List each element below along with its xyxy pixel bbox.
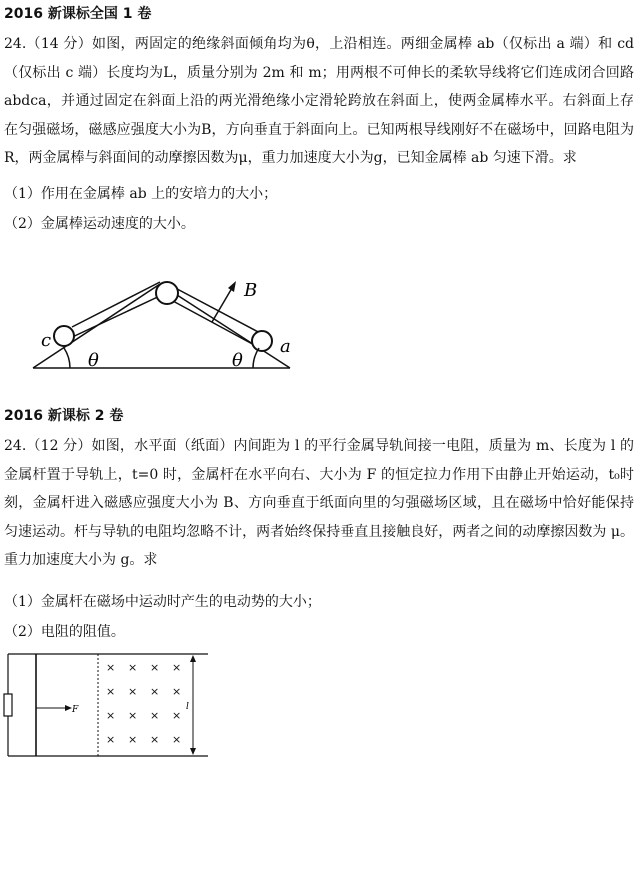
problem1-question-2: （2）金属棒运动速度的大小。	[4, 216, 195, 232]
field-x: ×	[150, 733, 160, 746]
field-x: ×	[172, 733, 182, 746]
left-wire-upper	[72, 282, 160, 327]
field-x: ×	[106, 661, 116, 674]
dimension-arrow-top	[190, 655, 196, 662]
problem2-figure	[0, 650, 220, 762]
problem1-heading: 2016 新课标全国 1 卷	[4, 6, 152, 22]
field-x: ×	[172, 685, 182, 698]
left-wire-lower	[66, 294, 164, 340]
problem1-question-1: （1）作用在金属棒 ab 上的安培力的大小；	[4, 186, 278, 202]
label-B: B	[244, 280, 258, 301]
problem2-heading: 2016 新课标 2 卷	[4, 408, 124, 424]
pulley	[156, 282, 178, 304]
rod-c	[54, 326, 74, 346]
field-x: ×	[128, 661, 138, 674]
problem1-text: 24.（14 分）如图，两固定的绝缘斜面倾角均为θ，上沿相连。两细金属棒 ab（仅标出 a 端）和 cd（仅标出 c 端）长度均为L，质量分别为 2m 和 m；用两根不可伸长的柔软导线将它们连成闭合回路 abdca，并通过固定在斜面上沿的两光滑绝缘小定滑轮跨放在斜面上，使两金属棒水平。右斜面上存在匀强磁场，磁感应强度大小为B，方向垂直于斜面向上。已知两根导线刚好不在磁场中，回路电阻为R，两金属棒与斜面间的动摩擦因数为μ，重力加速度大小为g，已知金属棒 ab 匀速下滑。求	[4, 36, 634, 166]
force-arrowhead	[65, 705, 72, 711]
field-x: ×	[150, 685, 160, 698]
problem2-question-1: （1）金属杆在磁场中运动时产生的电动势的大小；	[4, 594, 321, 610]
field-x: ×	[150, 709, 160, 722]
label-a: a	[280, 336, 291, 357]
label-F: F	[72, 705, 79, 715]
field-x: ×	[172, 661, 182, 674]
label-theta-left: θ	[88, 350, 99, 371]
label-c: c	[41, 330, 52, 351]
dimension-arrow-bottom	[190, 748, 196, 755]
field-x: ×	[150, 661, 160, 674]
label-l: l	[186, 702, 189, 712]
field-x: ×	[106, 685, 116, 698]
field-x: ×	[172, 709, 182, 722]
problem2-question-2: （2）电阻的阻值。	[4, 624, 125, 640]
left-angle-arc	[64, 348, 70, 368]
label-theta-right: θ	[232, 350, 243, 371]
rod-a	[252, 331, 272, 351]
problem1-figure	[0, 262, 320, 382]
b-field-arrowhead	[228, 281, 236, 292]
field-x: ×	[106, 733, 116, 746]
resistor	[4, 694, 12, 716]
right-incline	[160, 284, 290, 368]
field-x: ×	[128, 709, 138, 722]
field-x: ×	[128, 685, 138, 698]
field-x: ×	[128, 733, 138, 746]
problem2-text: 24.（12 分）如图，水平面（纸面）内间距为 l 的平行金属导轨间接一电阻，质量为 m、长度为 l 的金属杆置于导轨上，t=0 时，金属杆在水平向右、大小为 F 的恒定拉力作用下由静止开始运动，t₀时刻，金属杆进入磁感应强度大小为 B、方向垂直于纸面向里的匀强磁场区域，且在磁场中恰好能保持匀速运动。杆与导轨的电阻均忽略不计，两者始终保持垂直且接触良好，两者之间的动摩擦因数为 μ。重力加速度大小为 g。求	[4, 438, 634, 568]
magnetic-field-markers	[106, 661, 181, 746]
field-x: ×	[106, 709, 116, 722]
